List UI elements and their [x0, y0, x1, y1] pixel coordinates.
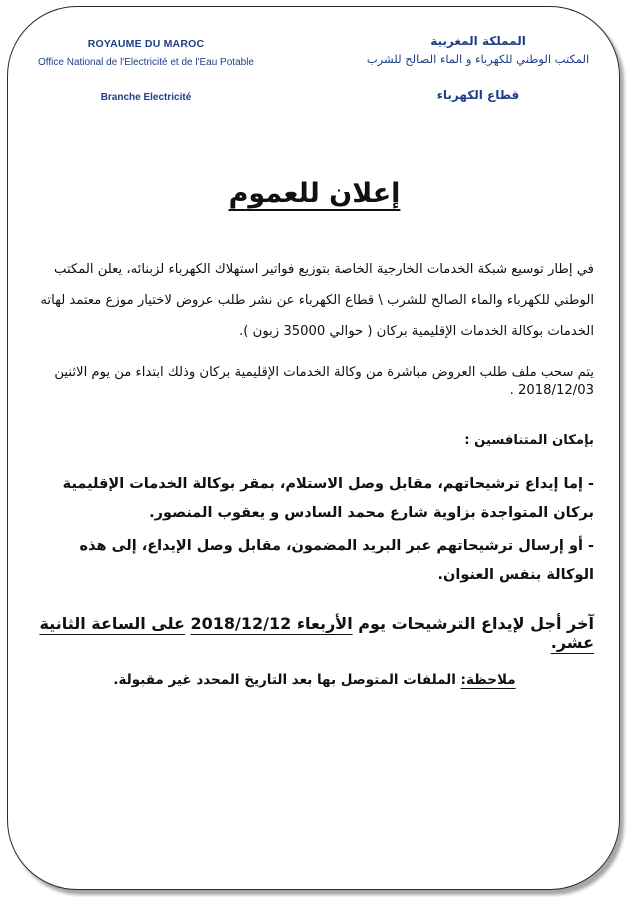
header-arabic	[363, 34, 593, 102]
deadline-prefix: آخر أجل لإيداع الترشيحات يوم	[358, 614, 594, 633]
header-french	[36, 38, 256, 103]
intro-paragraph: في إطار توسيع شبكة الخدمات الخارجية الخاصة بتوزيع فواتير استهلاك الكهرباء لزبنائه، يعلن المكتب الوطني للكهرباء والماء الصالح للشرب \ قطاع الكهرباء عن نشر طلب عروض لاختيار موزع معتمد لهاته الخدمات بوكالة الخدمات الإقليمية بركان ( حوالي 35000 زبون ).	[40, 262, 594, 339]
header-office-fr: Office National de l'Electricité et de l'Eau Potable	[38, 57, 254, 68]
header-country-fr: ROYAUME DU MAROC	[87, 38, 205, 50]
list-item: - أو إرسال ترشيحاتهم عبر البريد المضمون، مقابل وصل الإيداع، إلى هذه الوكالة بنفس العنوان.	[79, 538, 594, 583]
header-office-ar: المكتب الوطني للكهرباء و الماء الصالح للشرب	[366, 52, 590, 66]
note-line	[0, 672, 629, 688]
competitors-label: بإمكان المتنافسين :	[464, 433, 594, 448]
deadline-line	[38, 614, 594, 652]
list-item: - إما إيداع ترشيحاتهم، مقابل وصل الاستلام، بمقر بوكالة الخدمات الإقليمية بركان المتواجدة بزاوية شارع محمد السادس و يعقوب المنصور.	[62, 476, 594, 521]
withdrawal-paragraph: يتم سحب ملف طلب العروض مباشرة من وكالة الخدمات الإقليمية بركان وذلك ابتداء من يوم الاثنين 2018/12/03 .	[54, 365, 594, 398]
submission-options	[38, 470, 594, 594]
deadline-suffix: على الساعة الثانية عشر.	[39, 614, 594, 652]
header-branch-fr: Branche Electricité	[100, 92, 192, 103]
header-branch-ar: قطاع الكهرباء	[436, 88, 520, 102]
note-label: ملاحظة:	[460, 672, 516, 688]
document-border	[7, 6, 620, 890]
announcement-title: إعلان للعموم	[228, 178, 401, 209]
deadline-date: الأربعاء 2018/12/12	[190, 614, 353, 633]
note-text: الملفات المتوصل بها بعد التاريخ المحدد غير مقبولة.	[113, 672, 461, 688]
header-country-ar: المملكة المغربية	[430, 34, 526, 48]
